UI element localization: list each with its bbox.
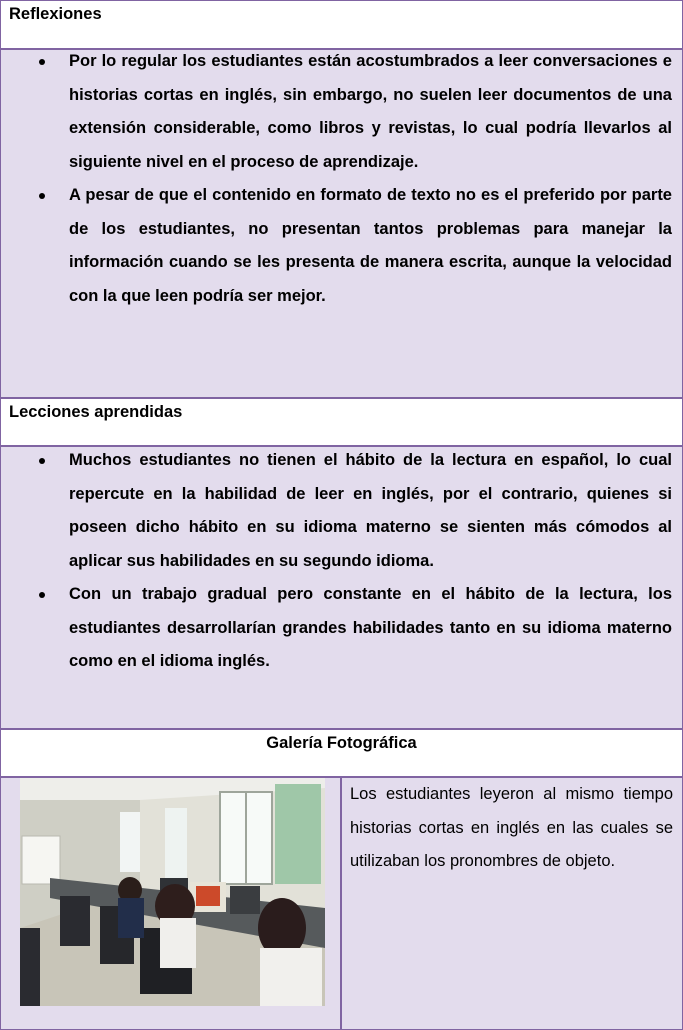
list-item: A pesar de que el contenido en formato de texto no es el preferido por parte de los estudiantes, no presentan tantos problemas para manejar la información cuando se les presenta de manera escrita, aunque la velocidad con la que leen podría ser mejor. (1, 179, 682, 313)
bullet-icon (39, 592, 45, 598)
photo-caption: Los estudiantes leyeron al mismo tiempo historias cortas en inglés en las cuales se utilizaban los pronombres de objeto. (350, 785, 673, 870)
bullet-icon (39, 193, 45, 199)
bullet-icon (39, 59, 45, 65)
photo-cell (1, 778, 342, 1029)
reflexiones-title: Reflexiones (9, 5, 102, 23)
list-item: Muchos estudiantes no tienen el hábito de la lectura en español, lo cual repercute en la habilidad de leer en inglés, por el contrario, quienes si poseen dicho hábito en su idioma materno se sienten más cómodos al aplicar sus habilidades en su segundo idioma. (1, 444, 682, 578)
lecciones-title: Lecciones aprendidas (9, 403, 183, 421)
reflexiones-header (1, 1, 682, 50)
lecciones-header (1, 399, 682, 447)
reflexiones-list (1, 45, 682, 313)
list-item: Con un trabajo gradual pero constante en el hábito de la lectura, los estudiantes desarrollarían grandes habilidades tanto en su idioma materno como en el idioma inglés. (1, 578, 682, 679)
list-item: Por lo regular los estudiantes están acostumbrados a leer conversaciones e historias cortas en inglés, sin embargo, no suelen leer documentos de una extensión considerable, como libros y revistas, lo cual podría llevarlos al siguiente nivel en el proceso de aprendizaje. (1, 45, 682, 179)
reflexiones-content (1, 50, 682, 399)
galeria-title: Galería Fotográfica (266, 734, 417, 752)
galeria-content (1, 778, 682, 1029)
lecciones-content (1, 447, 682, 730)
bullet-icon (39, 458, 45, 464)
lecciones-list (1, 444, 682, 679)
galeria-header (1, 730, 682, 778)
classroom-photo (20, 778, 325, 1006)
